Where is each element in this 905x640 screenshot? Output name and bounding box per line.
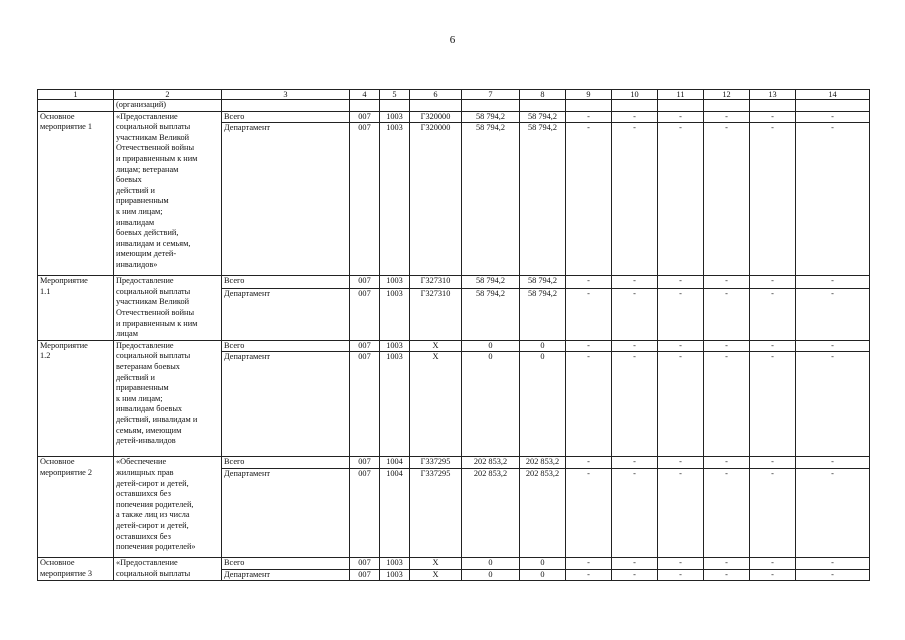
column-number: 14 — [796, 90, 870, 100]
target-code: Г320000 — [410, 123, 462, 276]
activity-name-line: «Предоставление — [116, 111, 178, 121]
activity-name-line: инвалидам боевых — [116, 404, 183, 414]
amount-dash: - — [566, 569, 612, 581]
amount-total: 58 794,2 — [462, 111, 520, 123]
activity-name-line: оставшихся без — [116, 489, 171, 499]
amount-dash: - — [796, 276, 870, 288]
amount-total: 0 — [462, 557, 520, 569]
amount-dash: - — [750, 288, 796, 340]
executor-total: Всего — [222, 111, 350, 123]
amount-dash: - — [612, 288, 658, 340]
activity-name-line: социальной выплаты — [116, 122, 191, 132]
activity-name-line: и приравненным к ним — [116, 318, 198, 328]
amount-dash: - — [612, 557, 658, 569]
grbs-code: 007 — [350, 340, 380, 352]
activity-code-line: 1.2 — [40, 351, 51, 361]
activity-name: (организаций) — [114, 100, 222, 112]
amount-dash: - — [704, 340, 750, 352]
empty-cell — [222, 100, 350, 112]
amount-dash: - — [658, 123, 704, 276]
activity-name-line: приравненным — [116, 196, 169, 206]
grbs-code: 007 — [350, 352, 380, 457]
amount-dash: - — [566, 288, 612, 340]
activity-code-line: Мероприятие — [40, 340, 88, 350]
activity-code — [38, 276, 114, 341]
activity-name-line: действий и — [116, 372, 155, 382]
activity-name-line: социальной выплаты — [116, 568, 191, 578]
activity-name-line: инвалидов» — [116, 259, 158, 269]
activity-name-line: действий, инвалидам и — [116, 414, 198, 424]
amount-dash: - — [658, 468, 704, 557]
amount-dash: - — [750, 457, 796, 469]
amount-dash: - — [796, 111, 870, 123]
amount-dash: - — [750, 569, 796, 581]
amount-dash: - — [566, 111, 612, 123]
activity-name-line: оставшихся без — [116, 531, 171, 541]
activity-code — [38, 340, 114, 457]
grbs-code: 007 — [350, 111, 380, 123]
activity-code-line: Основное — [40, 557, 75, 567]
column-number: 2 — [114, 90, 222, 100]
amount-dash: - — [612, 468, 658, 557]
executor-department: Департамент — [222, 352, 350, 457]
table-row — [38, 557, 870, 569]
amount-dash: - — [658, 457, 704, 469]
section-code: 1003 — [380, 557, 410, 569]
activity-name-line: Отечественной войны — [116, 143, 195, 153]
activity-name-line: участникам Великой — [116, 297, 190, 307]
activity-name-line: семьям, имеющим — [116, 425, 182, 435]
amount-total: 0 — [462, 569, 520, 581]
amount-dash: - — [566, 123, 612, 276]
amount-dash: - — [658, 340, 704, 352]
activity-name-line: к ним лицам; — [116, 206, 163, 216]
amount-dash: - — [750, 352, 796, 457]
activity-name-line: боевых действий, — [116, 228, 179, 238]
empty-cell — [38, 100, 114, 112]
executor-total: Всего — [222, 340, 350, 352]
activity-name-line: Предоставление — [116, 340, 174, 350]
empty-cell — [462, 100, 520, 112]
section-code: 1003 — [380, 352, 410, 457]
target-code: Г327310 — [410, 288, 462, 340]
activity-code-line: Основное — [40, 111, 75, 121]
activity-name-line: боевых — [116, 175, 142, 185]
section-code: 1003 — [380, 123, 410, 276]
empty-cell — [612, 100, 658, 112]
amount-dash: - — [566, 468, 612, 557]
column-number: 5 — [380, 90, 410, 100]
amount-total: 58 794,2 — [462, 288, 520, 340]
activity-code-line: мероприятие 3 — [40, 568, 93, 578]
empty-cell — [658, 100, 704, 112]
section-code: 1004 — [380, 457, 410, 469]
amount-total: 202 853,2 — [462, 457, 520, 469]
activity-name-line: участникам Великой — [116, 132, 190, 142]
activity-name-line: лицам; ветеранам — [116, 164, 179, 174]
activity-name-line: попечения родителей, — [116, 499, 194, 509]
amount-dash: - — [704, 457, 750, 469]
amount-dash: - — [612, 457, 658, 469]
activity-code — [38, 111, 114, 276]
empty-cell — [704, 100, 750, 112]
executor-department: Департамент — [222, 468, 350, 557]
column-number: 8 — [520, 90, 566, 100]
amount-total: 58 794,2 — [462, 123, 520, 276]
activity-code-line: Мероприятие — [40, 276, 88, 286]
amount-dash: - — [796, 569, 870, 581]
amount-dash: - — [704, 569, 750, 581]
empty-cell — [566, 100, 612, 112]
executor-total: Всего — [222, 457, 350, 469]
activity-name — [114, 111, 222, 276]
activity-code-line: мероприятие 1 — [40, 122, 93, 132]
amount-dash: - — [658, 111, 704, 123]
executor-department: Департамент — [222, 123, 350, 276]
grbs-code: 007 — [350, 569, 380, 581]
activity-name-line: инвалидам и семьям, — [116, 238, 191, 248]
amount-dash: - — [704, 123, 750, 276]
continuation-row — [38, 100, 870, 112]
activity-name — [114, 557, 222, 580]
column-number: 10 — [612, 90, 658, 100]
activity-name-line: приравненным — [116, 383, 169, 393]
activity-name-line: лицам — [116, 329, 138, 339]
amount-dash: - — [704, 111, 750, 123]
amount-dash: - — [658, 557, 704, 569]
table-row — [38, 457, 870, 469]
column-number: 12 — [704, 90, 750, 100]
amount-dash: - — [566, 340, 612, 352]
amount-year: 58 794,2 — [520, 288, 566, 340]
activity-name-line: ветеранам боевых — [116, 361, 180, 371]
empty-cell — [410, 100, 462, 112]
target-code: Х — [410, 340, 462, 352]
amount-total: 58 794,2 — [462, 276, 520, 288]
amount-year: 0 — [520, 340, 566, 352]
activity-name-line: и приравненным к ним — [116, 153, 198, 163]
column-number: 7 — [462, 90, 520, 100]
amount-year: 0 — [520, 352, 566, 457]
table-row — [38, 111, 870, 123]
amount-dash: - — [658, 288, 704, 340]
activity-name-line: детей-сирот и детей, — [116, 520, 189, 530]
amount-dash: - — [796, 457, 870, 469]
amount-dash: - — [566, 276, 612, 288]
amount-dash: - — [612, 276, 658, 288]
empty-cell — [796, 100, 870, 112]
amount-dash: - — [796, 352, 870, 457]
amount-dash: - — [796, 557, 870, 569]
target-code: Х — [410, 352, 462, 457]
activity-name-line: Предоставление — [116, 276, 174, 286]
amount-year: 0 — [520, 569, 566, 581]
empty-cell — [750, 100, 796, 112]
amount-dash: - — [750, 468, 796, 557]
amount-dash: - — [750, 557, 796, 569]
amount-dash: - — [704, 468, 750, 557]
activity-name-line: действий и — [116, 185, 155, 195]
amount-dash: - — [704, 557, 750, 569]
amount-dash: - — [750, 340, 796, 352]
executor-total: Всего — [222, 276, 350, 288]
activity-name-line: детей-сирот и детей, — [116, 478, 189, 488]
column-number: 4 — [350, 90, 380, 100]
amount-dash: - — [704, 276, 750, 288]
amount-dash: - — [750, 276, 796, 288]
grbs-code: 007 — [350, 468, 380, 557]
target-code: Х — [410, 557, 462, 569]
grbs-code: 007 — [350, 557, 380, 569]
amount-dash: - — [796, 340, 870, 352]
activity-name-line: социальной выплаты — [116, 286, 191, 296]
activity-name-line: «Обеспечение — [116, 457, 167, 467]
budget-table — [37, 89, 870, 581]
amount-dash: - — [704, 288, 750, 340]
column-number: 3 — [222, 90, 350, 100]
activity-name-line: инвалидам — [116, 217, 155, 227]
amount-dash: - — [566, 352, 612, 457]
column-number: 1 — [38, 90, 114, 100]
target-code: Г327310 — [410, 276, 462, 288]
amount-dash: - — [796, 123, 870, 276]
table-row — [38, 276, 870, 288]
empty-cell — [380, 100, 410, 112]
target-code: Г320000 — [410, 111, 462, 123]
amount-year: 58 794,2 — [520, 123, 566, 276]
activity-code — [38, 557, 114, 580]
amount-dash: - — [566, 457, 612, 469]
section-code: 1003 — [380, 569, 410, 581]
amount-dash: - — [658, 276, 704, 288]
executor-total: Всего — [222, 557, 350, 569]
amount-dash: - — [612, 569, 658, 581]
amount-total: 202 853,2 — [462, 468, 520, 557]
activity-name — [114, 276, 222, 341]
column-number: 13 — [750, 90, 796, 100]
amount-dash: - — [612, 111, 658, 123]
activity-name-line: а также лиц из числа — [116, 510, 190, 520]
amount-dash: - — [658, 352, 704, 457]
amount-dash: - — [612, 123, 658, 276]
table-row — [38, 340, 870, 352]
amount-year: 58 794,2 — [520, 276, 566, 288]
activity-code-line: Основное — [40, 457, 75, 467]
activity-name-line: «Предоставление — [116, 557, 178, 567]
amount-year: 202 853,2 — [520, 457, 566, 469]
executor-department: Департамент — [222, 288, 350, 340]
amount-dash: - — [796, 288, 870, 340]
target-code: Х — [410, 569, 462, 581]
activity-name-line: жилищных прав — [116, 467, 174, 477]
section-code: 1003 — [380, 111, 410, 123]
amount-dash: - — [612, 352, 658, 457]
amount-year: 58 794,2 — [520, 111, 566, 123]
amount-dash: - — [658, 569, 704, 581]
empty-cell — [350, 100, 380, 112]
header-row — [38, 90, 870, 100]
amount-year: 0 — [520, 557, 566, 569]
activity-name-line: имеющим детей- — [116, 249, 177, 259]
target-code: Г337295 — [410, 457, 462, 469]
target-code: Г337295 — [410, 468, 462, 557]
column-number: 9 — [566, 90, 612, 100]
table-body — [38, 90, 870, 581]
activity-code-line: мероприятие 2 — [40, 467, 93, 477]
amount-dash: - — [750, 123, 796, 276]
column-number: 11 — [658, 90, 704, 100]
grbs-code: 007 — [350, 457, 380, 469]
column-number: 6 — [410, 90, 462, 100]
section-code: 1003 — [380, 340, 410, 352]
amount-dash: - — [704, 352, 750, 457]
amount-total: 0 — [462, 340, 520, 352]
amount-dash: - — [612, 340, 658, 352]
section-code: 1003 — [380, 288, 410, 340]
activity-name-line: Отечественной войны — [116, 307, 195, 317]
grbs-code: 007 — [350, 123, 380, 276]
amount-year: 202 853,2 — [520, 468, 566, 557]
section-code: 1003 — [380, 276, 410, 288]
amount-dash: - — [796, 468, 870, 557]
activity-name — [114, 340, 222, 457]
activity-code — [38, 457, 114, 558]
activity-name-line: к ним лицам; — [116, 393, 163, 403]
activity-name-line: социальной выплаты — [116, 351, 191, 361]
grbs-code: 007 — [350, 288, 380, 340]
amount-dash: - — [750, 111, 796, 123]
amount-dash: - — [566, 557, 612, 569]
page-number: 6 — [449, 34, 456, 46]
activity-name-line: детей-инвалидов — [116, 436, 176, 446]
section-code: 1004 — [380, 468, 410, 557]
activity-name — [114, 457, 222, 558]
empty-cell — [520, 100, 566, 112]
amount-total: 0 — [462, 352, 520, 457]
activity-name-line: попечения родителей» — [116, 542, 196, 552]
activity-code-line: 1.1 — [40, 286, 51, 296]
executor-department: Департамент — [222, 569, 350, 581]
grbs-code: 007 — [350, 276, 380, 288]
